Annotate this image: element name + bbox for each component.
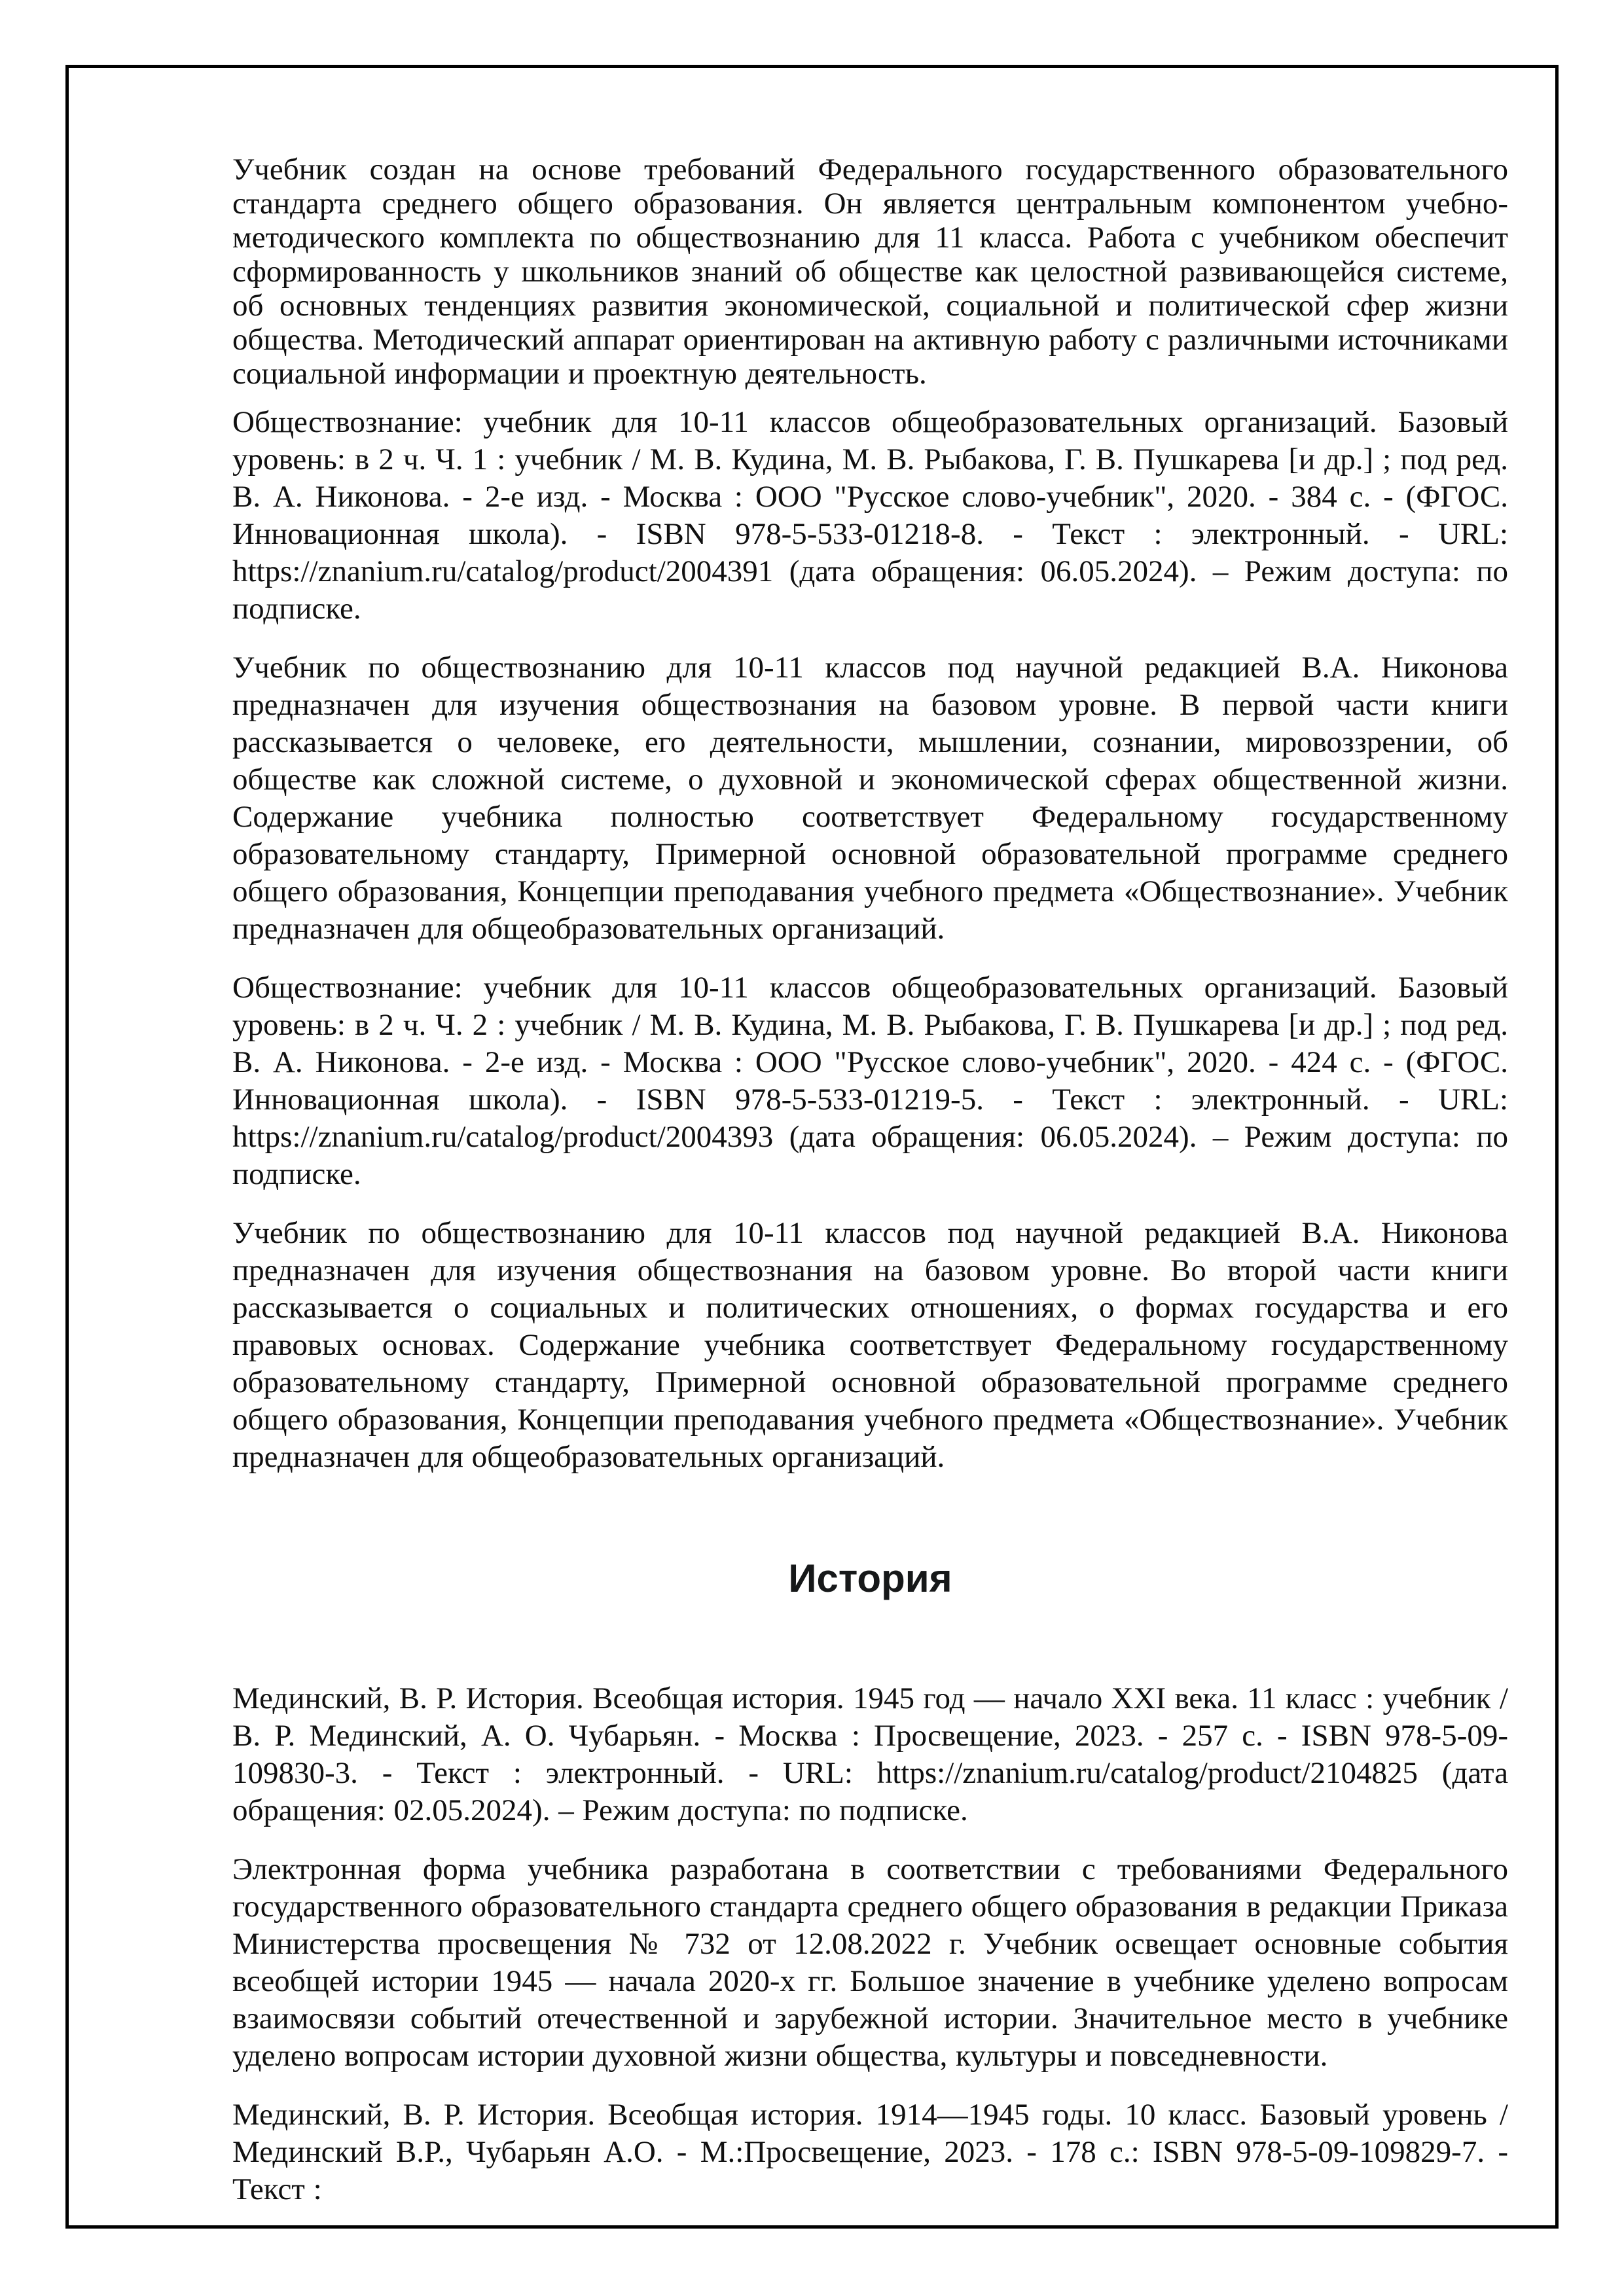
- paragraph-social-studies-citation-part2: Обществознание: учебник для 10-11 классов общеобразовательных организаций. Базовый уровень: в 2 ч. Ч. 2 : учебник / М. В. Кудина, М. В. Рыбакова, Г. В. Пушкарева [и др.] ; под ред. В. А. Никонова. - 2-е изд. - Москва : ООО "Русское слово-учебник", 2020. - 424 с. - (ФГОС. Инновационная школа). - ISBN 978-5-533-01219-5. - Текст : электронный. - URL: https://znanium.ru/catalog/product/2004393 (дата обращения: 06.05.2024). – Режим доступа: по подписке.: [232, 971, 1508, 1191]
- text-column: [232, 152, 1508, 2230]
- section-heading-history: История: [788, 1556, 952, 1600]
- paragraph-social-studies-annotation-1: Учебник создан на основе требований Федерального государственного образовательного стандарта среднего общего образования. Он является центральным компонентом учебно-методического комплекта по обществознанию для 11 класса. Работа с учебником обеспечит сформированность у школьников знаний об обществе как целостной развивающейся системе, об основных тенденциях развития экономической, социальной и политической сфер жизни общества. Методический аппарат ориентирован на активную работу с различными источниками социальной информации и проектную деятельность.: [232, 152, 1508, 391]
- paragraph-social-studies-annotation-part2: Учебник по обществознанию для 10-11 классов под научной редакцией В.А. Никонова предназначен для изучения обществознания на базовом уровне. Во второй части книги рассказывается о социальных и политических отношениях, о формах государства и его правовых основах. Содержание учебника соответствует Федеральному государственному образовательному стандарту, Примерной основной образовательной программе среднего общего образования, Концепции преподавания учебного предмета «Обществознание». Учебник предназначен для общеобразовательных организаций.: [232, 1216, 1508, 1474]
- paragraph-social-studies-annotation-part1: Учебник по обществознанию для 10-11 классов под научной редакцией В.А. Никонова предназначен для изучения обществознания на базовом уровне. В первой части книги рассказывается о человеке, его деятельности, мышлении, сознании, мировоззрении, об обществе как сложной системе, о духовной и экономической сферах общественной жизни. Содержание учебника полностью соответствует Федеральному государственному образовательному стандарту, Примерной основной образовательной программе среднего общего образования, Концепции преподавания учебного предмета «Обществознание». Учебник предназначен для общеобразовательных организаций.: [232, 651, 1508, 946]
- paragraph-social-studies-citation-part1: Обществознание: учебник для 10-11 классов общеобразовательных организаций. Базовый уровень: в 2 ч. Ч. 1 : учебник / М. В. Кудина, М. В. Рыбакова, Г. В. Пушкарева [и др.] ; под ред. В. А. Никонова. - 2-е изд. - Москва : ООО "Русское слово-учебник", 2020. - 384 с. - (ФГОС. Инновационная школа). - ISBN 978-5-533-01218-8. - Текст : электронный. - URL: https://znanium.ru/catalog/product/2004391 (дата обращения: 06.05.2024). – Режим доступа: по подписке.: [232, 405, 1508, 626]
- paragraph-history-annotation: Электронная форма учебника разработана в соответствии с требованиями Федерального государственного образовательного стандарта среднего общего образования в редакции Приказа Министерства просвещения № 732 от 12.08.2022 г. Учебник освещает основные события всеобщей истории 1945 — начала 2020-х гг. Большое значение в учебнике уделено вопросам взаимосвязи событий отечественной и зарубежной истории. Значительное место в учебнике уделено вопросам истории духовной жизни общества, культуры и повседневности.: [232, 1852, 1508, 2073]
- paragraph-history-citation-grade10: Мединский, В. Р. История. Всеобщая история. 1914—1945 годы. 10 класс. Базовый уровень / Мединский В.Р., Чубарьян А.О. - М.:Просвещение, 2023. - 178 с.: ISBN 978-5-09-109829-7. - Текст :: [232, 2098, 1508, 2206]
- paragraph-history-citation-grade11: Мединский, В. Р. История. Всеобщая история. 1945 год — начало XXI века. 11 класс : учебник / В. Р. Мединский, А. О. Чубарьян. - Москва : Просвещение, 2023. - 257 с. - ISBN 978-5-09-109830-3. - Текст : электронный. - URL: https://znanium.ru/catalog/product/2104825 (дата обращения: 02.05.2024). – Режим доступа: по подписке.: [232, 1681, 1508, 1827]
